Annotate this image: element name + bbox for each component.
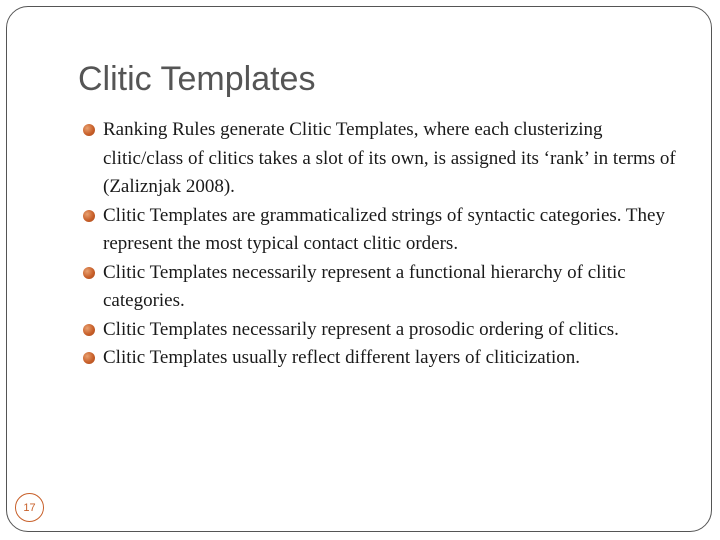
- bullet-text: Clitic Templates necessarily represent a functional hierarchy of clitic categories.: [103, 261, 626, 311]
- page-number: 17: [23, 501, 36, 514]
- bullet-dot-icon: [83, 324, 95, 336]
- bullet-text: Clitic Templates usually reflect different layers of cliticization.: [103, 347, 581, 368]
- bullet-dot-icon: [83, 352, 95, 364]
- page-number-badge: [15, 493, 44, 522]
- bullet-item: [80, 316, 680, 345]
- bullet-item: [80, 344, 680, 373]
- bullet-dot-icon: [83, 267, 95, 279]
- bullet-text: Clitic Templates are grammaticalized strings of syntactic categories. They represent the most typical contact clitic orders.: [103, 204, 665, 254]
- bullet-text: Clitic Templates necessarily represent a prosodic ordering of clitics.: [103, 318, 619, 340]
- bullet-item: [80, 202, 680, 259]
- bullet-text: Ranking Rules generate Clitic Templates, where each clusterizing clitic/class of clitics takes a slot of its own, is assigned its ‘rank’ in terms of (Zaliznjak 2008).: [103, 119, 676, 197]
- bullet-dot-icon: [83, 210, 95, 222]
- bullet-dot-icon: [83, 124, 95, 136]
- slide-title: Clitic Templates: [78, 60, 316, 98]
- bullet-item: [80, 259, 680, 316]
- bullet-item: [80, 116, 680, 202]
- bullet-list: [80, 116, 680, 373]
